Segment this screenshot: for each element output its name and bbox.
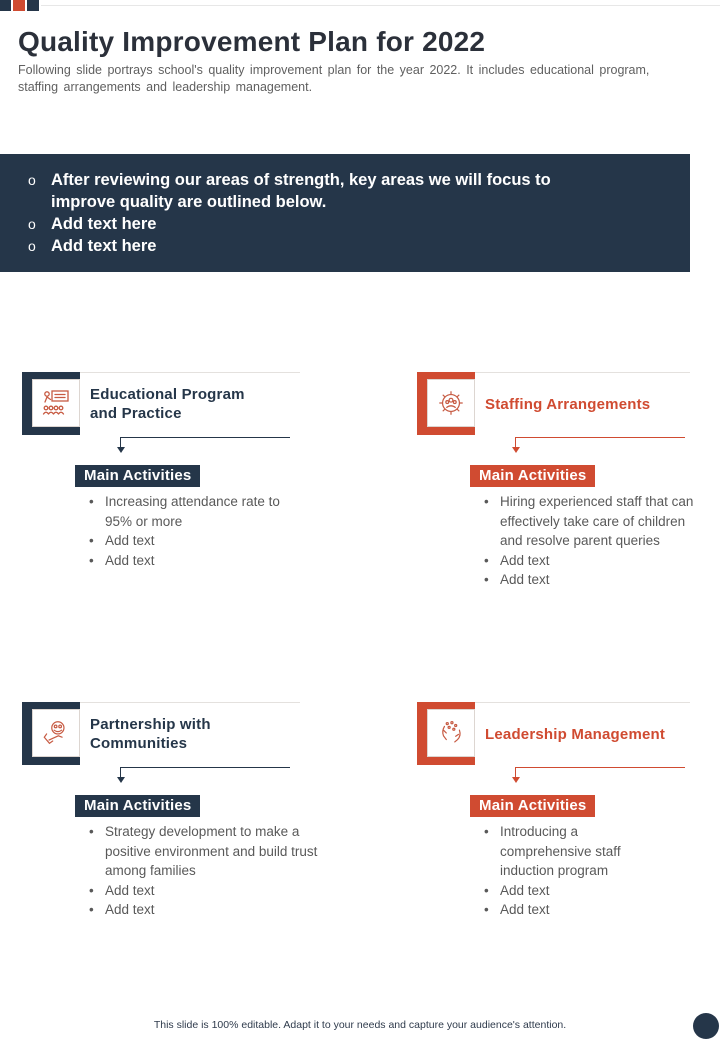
activities-list — [470, 822, 657, 920]
quadrant-title: Leadership Management — [485, 725, 666, 743]
page-subtitle: Following slide portrays school's quality improvement plan for the year 2022. It includes educational program, staffing arrangements and leadership management. — [18, 63, 650, 94]
activities-list — [470, 492, 694, 590]
icon-box — [427, 379, 475, 427]
main-activities-badge: Main Activities — [75, 465, 200, 487]
activity-item: • Add text — [482, 551, 694, 571]
arrow-down-icon — [512, 447, 520, 453]
arrow-down-icon — [512, 777, 520, 783]
intro-highlight-box — [0, 154, 690, 272]
activities-list — [75, 822, 319, 920]
quadrant-top-line — [78, 702, 300, 703]
deco-square-orange — [13, 0, 25, 11]
activities-list — [75, 492, 305, 570]
main-activities-badge: Main Activities — [470, 795, 595, 817]
icon-box — [32, 379, 80, 427]
arrow-down-icon — [117, 777, 125, 783]
activity-item: • Hiring experienced staff that can effectively take care of children and resolve parent queries — [482, 492, 694, 551]
activity-item: • Add text — [87, 881, 319, 901]
connector-arrow — [515, 437, 685, 438]
icon-box — [32, 709, 80, 757]
main-activities-badge: Main Activities — [470, 465, 595, 487]
quadrant-title: Partnership with Communities — [90, 716, 211, 752]
connector-arrow — [515, 767, 685, 768]
quadrant-top-line — [473, 372, 690, 373]
quadrant-top-line — [78, 372, 300, 373]
page-title: Quality Improvement Plan for 2022 — [18, 26, 486, 57]
quadrant-partnership-communities — [20, 698, 345, 938]
activity-item: • Add text — [87, 551, 305, 571]
top-divider-line — [41, 5, 720, 6]
main-activities-badge: Main Activities — [75, 795, 200, 817]
intro-bullet: o After reviewing our areas of strength, key areas we will focus to improve quality are outlined below. — [28, 169, 593, 213]
quadrant-title: Educational Program and Practice — [90, 386, 245, 422]
activity-item: • Add text — [87, 900, 319, 920]
connector-arrow — [120, 437, 290, 438]
activity-item: • Add text — [482, 570, 694, 590]
intro-bullet: o Add text here — [28, 213, 593, 235]
activity-item: • Strategy development to make a positive environment and build trust among families — [87, 822, 319, 881]
teacher-presentation-icon — [40, 387, 72, 419]
deco-square-navy-2 — [27, 0, 39, 11]
deco-square-navy-1 — [0, 0, 11, 11]
quadrant-leadership-management — [415, 698, 690, 938]
quadrant-title: Staffing Arrangements — [485, 395, 651, 413]
activity-item: • Add text — [482, 900, 657, 920]
intro-bullet: o Add text here — [28, 235, 593, 257]
editable-note: This slide is 100% editable. Adapt it to your needs and capture your audience's attention. — [153, 1019, 567, 1031]
caring-hands-icon — [436, 718, 466, 748]
arrow-down-icon — [117, 447, 125, 453]
corner-dot — [693, 1013, 719, 1039]
quadrant-staffing-arrangements — [415, 368, 694, 608]
gear-team-icon — [436, 388, 466, 418]
quadrant-educational-program — [20, 368, 345, 608]
activity-item: • Introducing a comprehensive staff induction program — [482, 822, 657, 881]
community-in-hand-icon — [41, 718, 71, 748]
activity-item: • Add text — [482, 881, 657, 901]
connector-arrow — [120, 767, 290, 768]
activity-item: • Increasing attendance rate to 95% or more — [87, 492, 305, 531]
intro-bullet-list — [0, 154, 593, 257]
icon-box — [427, 709, 475, 757]
quadrant-top-line — [473, 702, 690, 703]
activity-item: • Add text — [87, 531, 305, 551]
